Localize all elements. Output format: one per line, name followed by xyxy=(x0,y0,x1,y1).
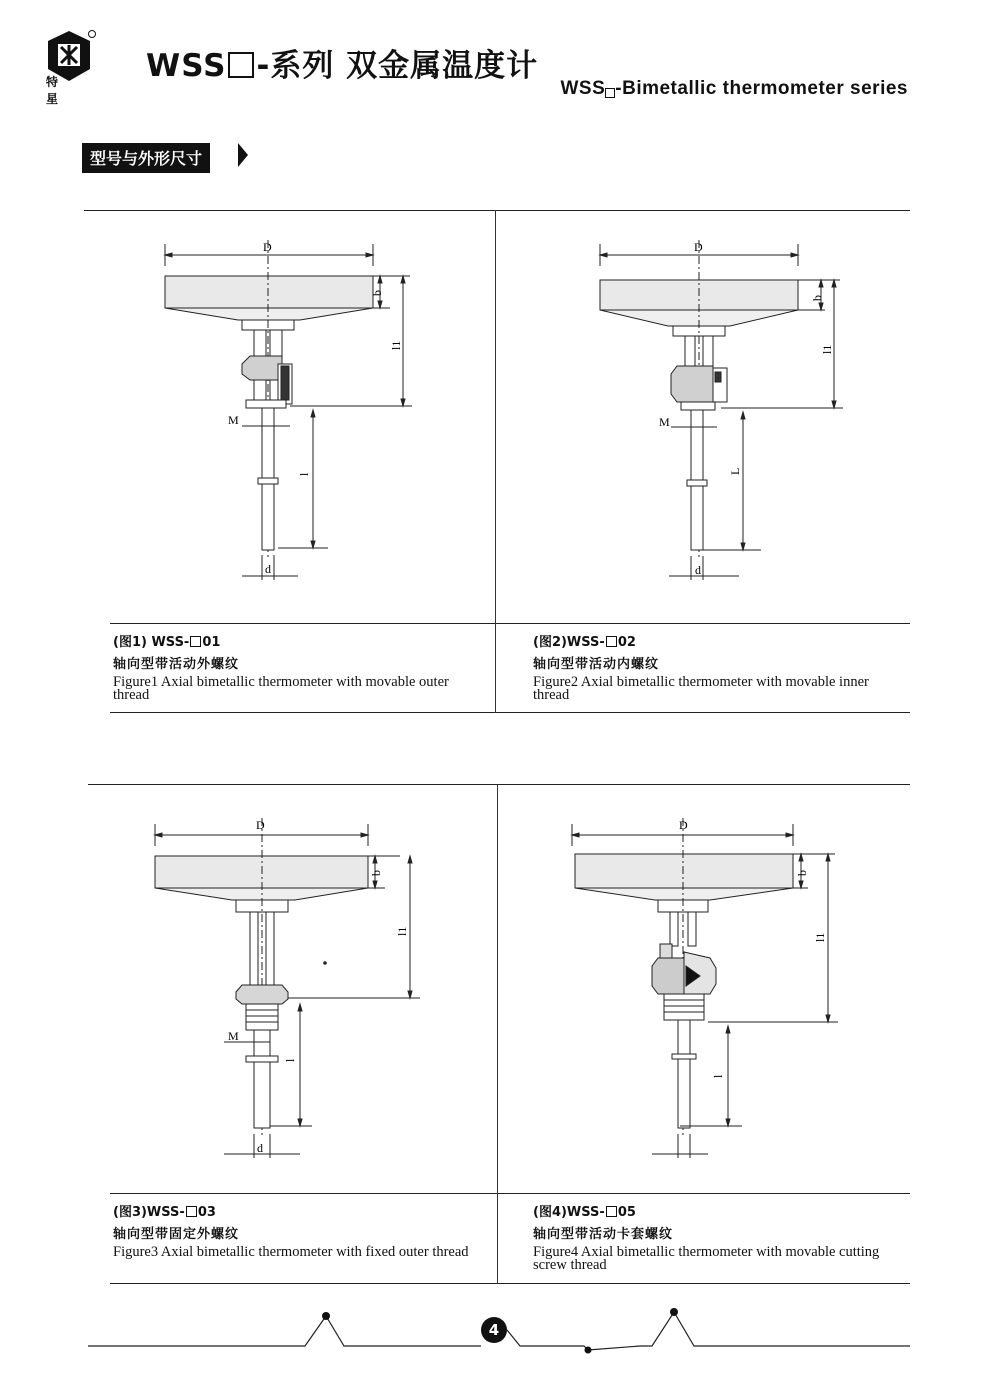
divider xyxy=(110,1283,910,1284)
subtitle-suffix: -Bimetallic thermometer series xyxy=(615,78,908,99)
dim-l: l xyxy=(283,1058,297,1062)
page-title xyxy=(146,40,538,85)
figure-1-caption xyxy=(113,636,483,702)
dim-l1: l1 xyxy=(820,344,834,354)
figure-2-title-cn: 轴向型带活动内螺纹 xyxy=(533,657,660,672)
figure-2-title-en: Figure2 Axial bimetallic thermometer with movable inner thread xyxy=(533,674,869,703)
divider xyxy=(110,1193,910,1194)
figure-2-drawing xyxy=(585,230,905,590)
divider xyxy=(88,784,910,785)
figure-3-drawing xyxy=(140,808,460,1168)
figure-4-drawing xyxy=(560,808,880,1168)
page-subtitle xyxy=(560,78,908,100)
figure-4-caption xyxy=(533,1206,903,1272)
figure-3-caption xyxy=(113,1206,483,1259)
title-suffix: -系列 双金属温度计 xyxy=(256,48,539,84)
dim-b: b xyxy=(369,870,383,876)
title-prefix: WSS xyxy=(146,48,227,84)
dim-L: L xyxy=(728,467,742,475)
figure-1-title-cn: 轴向型带活动外螺纹 xyxy=(113,657,240,672)
dim-b: b xyxy=(370,290,384,296)
dim-l1: l1 xyxy=(395,926,409,936)
section-label: 型号与外形尺寸 xyxy=(82,143,210,173)
dim-M: M xyxy=(659,415,670,429)
figure-2-code: (图2)WSS- 02 xyxy=(533,635,636,650)
model-placeholder-box-small xyxy=(605,88,615,98)
dim-l: l xyxy=(297,472,311,476)
dim-M: M xyxy=(228,1029,239,1043)
figure-1-drawing xyxy=(150,230,470,590)
figure-3-code: (图3)WSS- 03 xyxy=(113,1205,216,1220)
figure-4-title-en: Figure4 Axial bimetallic thermometer with movable cutting screw thread xyxy=(533,1244,880,1273)
dim-l: l xyxy=(711,1074,725,1078)
figure-2-caption xyxy=(533,636,903,702)
dim-b: b xyxy=(795,870,809,876)
divider xyxy=(84,210,910,211)
figure-1-code: (图1) WSS- 01 xyxy=(113,635,221,650)
divider xyxy=(110,623,910,624)
dim-l1: l1 xyxy=(813,932,827,942)
section-label-tail xyxy=(238,143,248,167)
figure-3-title-en: Figure3 Axial bimetallic thermometer with fixed outer thread xyxy=(113,1244,469,1260)
subtitle-prefix: WSS xyxy=(560,78,606,99)
dim-b: b xyxy=(810,295,824,301)
logo-text: 特 星 xyxy=(46,75,67,106)
figure-3-title-cn: 轴向型带固定外螺纹 xyxy=(113,1227,240,1242)
model-placeholder-box xyxy=(228,52,254,78)
divider xyxy=(110,712,910,713)
dim-D: D xyxy=(263,240,272,254)
dim-D: D xyxy=(256,818,265,832)
dim-d: d xyxy=(695,563,701,577)
column-divider xyxy=(495,210,496,713)
dim-M: M xyxy=(228,413,239,427)
figure-4-title-cn: 轴向型带活动卡套螺纹 xyxy=(533,1227,674,1242)
dim-d: d xyxy=(257,1141,263,1155)
figure-4-code: (图4)WSS- 05 xyxy=(533,1205,636,1220)
figure-1-title-en: Figure1 Axial bimetallic thermometer with movable outer thread xyxy=(113,674,449,703)
dim-l1: l1 xyxy=(389,340,403,350)
dim-D: D xyxy=(694,240,703,254)
column-divider xyxy=(497,784,498,1284)
dim-D: D xyxy=(679,818,688,832)
dim-d: d xyxy=(265,562,271,576)
page-number: 4 xyxy=(481,1317,507,1343)
